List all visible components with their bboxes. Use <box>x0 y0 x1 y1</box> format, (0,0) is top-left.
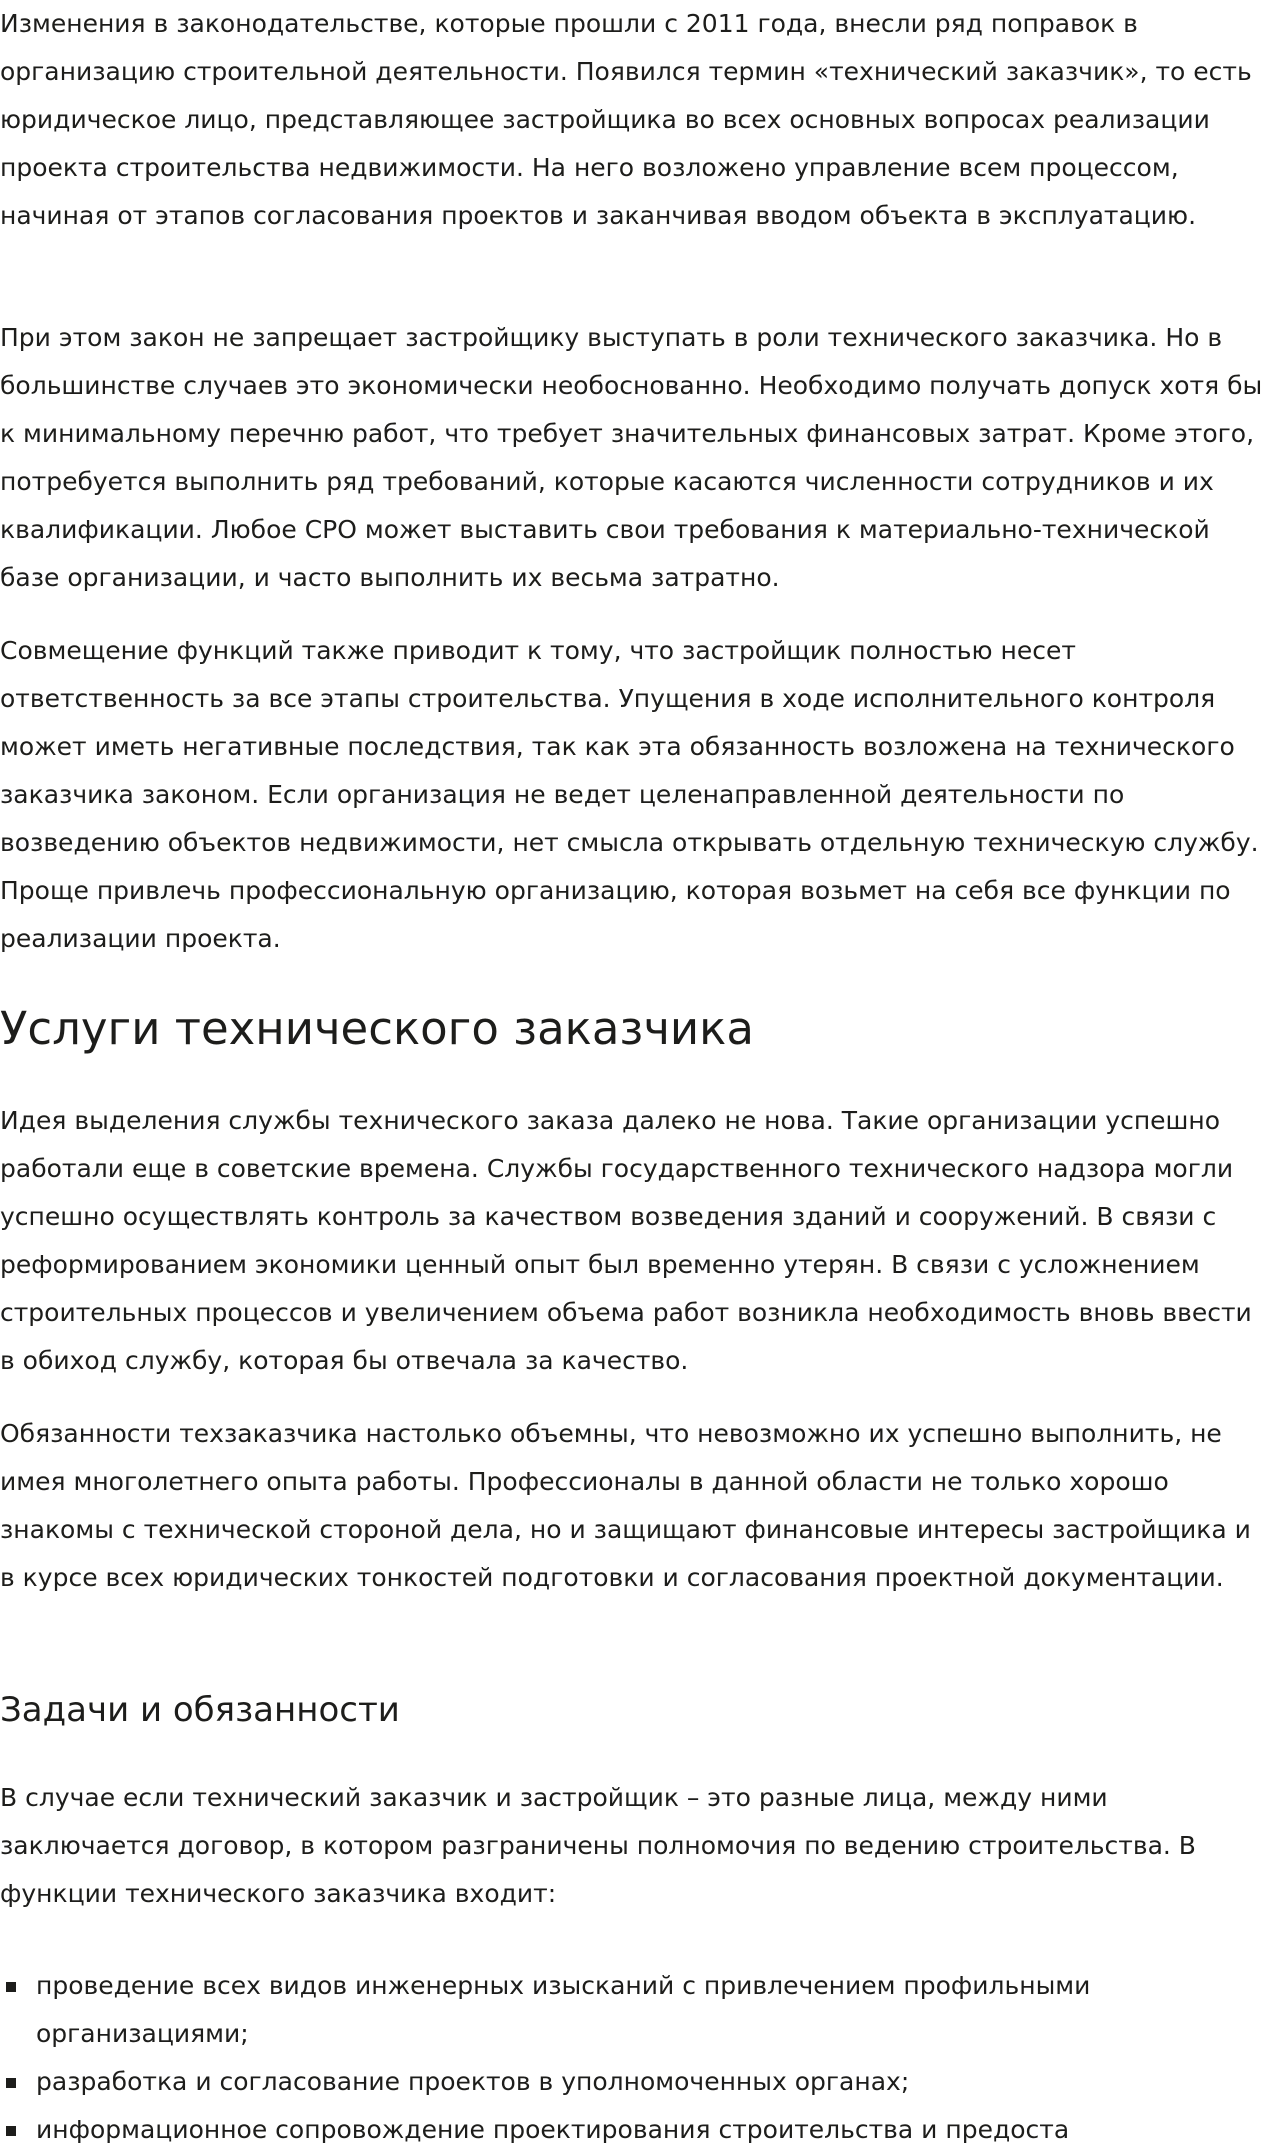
list-item <box>0 2058 1268 2106</box>
bullet-icon <box>6 1982 16 1992</box>
paragraph-3: Совмещение функций также приводит к тому, что застройщик полностью несет ответственность за все этапы строительства. Упущения в ходе исполнительного контроля может иметь негативные последствия, так как эта обязанность возложена на технического заказчика законом. Если организация не ведет целенаправленной деятельности по возведению объектов недвижимости, нет смысла открывать отдельную техническую службу. Проще привлечь профессиональную организацию, которая возьмет на себя все функции по реализации проекта. <box>0 636 1259 953</box>
list-item-text: разработка и согласование проектов в уполномоченных органах; <box>36 2067 910 2096</box>
section-heading: Услуги технического заказчика <box>0 1002 754 1055</box>
section-paragraph-2: Обязанности техзаказчика настолько объемны, что невозможно их успешно выполнить, не имея многолетнего опыта работы. Профессионалы в данной области не только хорошо знакомы с технической стороной дела, но и защищают финансовые интересы застройщика и в курсе всех юридических тонкостей подготовки и согласования проектной документации. <box>0 1419 1251 1592</box>
paragraph-2: При этом закон не запрещает застройщику выступать в роли технического заказчика. Но в большинстве случаев это экономически необоснованно. Необходимо получать допуск хотя бы к минимальному перечню работ, что требует значительных финансовых затрат. Кроме этого, потребуется выполнить ряд требований, которые касаются численности сотрудников и их квалификации. Любое СРО может выставить свои требования к материально-технической базе организации, и часто выполнить их весьма затратно. <box>0 323 1263 592</box>
subsection-heading: Задачи и обязанности <box>0 1690 400 1730</box>
list-item-text: информационное сопровождение проектирования строительства и предоста <box>36 2115 1070 2144</box>
paragraph-1: Изменения в законодательстве, которые прошли с 2011 года, внесли ряд поправок в организацию строительной деятельности. Появился термин «технический заказчик», то есть юридическое лицо, представляющее застройщика во всех основных вопросах реализации проекта строительства недвижимости. На него возложено управление всем процессом, начиная от этапов согласования проектов и заканчивая вводом объекта в эксплуатацию. <box>0 9 1252 230</box>
subsection-paragraph: В случае если технический заказчик и застройщик – это разные лица, между ними заключается договор, в котором разграничены полномочия по ведению строительства. В функции технического заказчика входит: <box>0 1783 1196 1908</box>
list-item-text: проведение всех видов инженерных изысканий с привлечением профильными организациями; <box>36 1971 1091 2048</box>
bullet-icon <box>6 2078 16 2088</box>
section-paragraph-1: Идея выделения службы технического заказа далеко не нова. Такие организации успешно работали еще в советские времена. Службы государственного технического надзора могли успешно осуществлять контроль за качеством возведения зданий и сооружений. В связи с реформированием экономики ценный опыт был временно утерян. В связи с усложнением строительных процессов и увеличением объема работ возникла необходимость вновь ввести в обиход службу, которая бы отвечала за качество. <box>0 1106 1252 1375</box>
list-item <box>0 2106 1268 2154</box>
bullet-icon <box>6 2126 16 2136</box>
tasks-list <box>0 1962 1268 2154</box>
list-item <box>0 1962 1268 2058</box>
